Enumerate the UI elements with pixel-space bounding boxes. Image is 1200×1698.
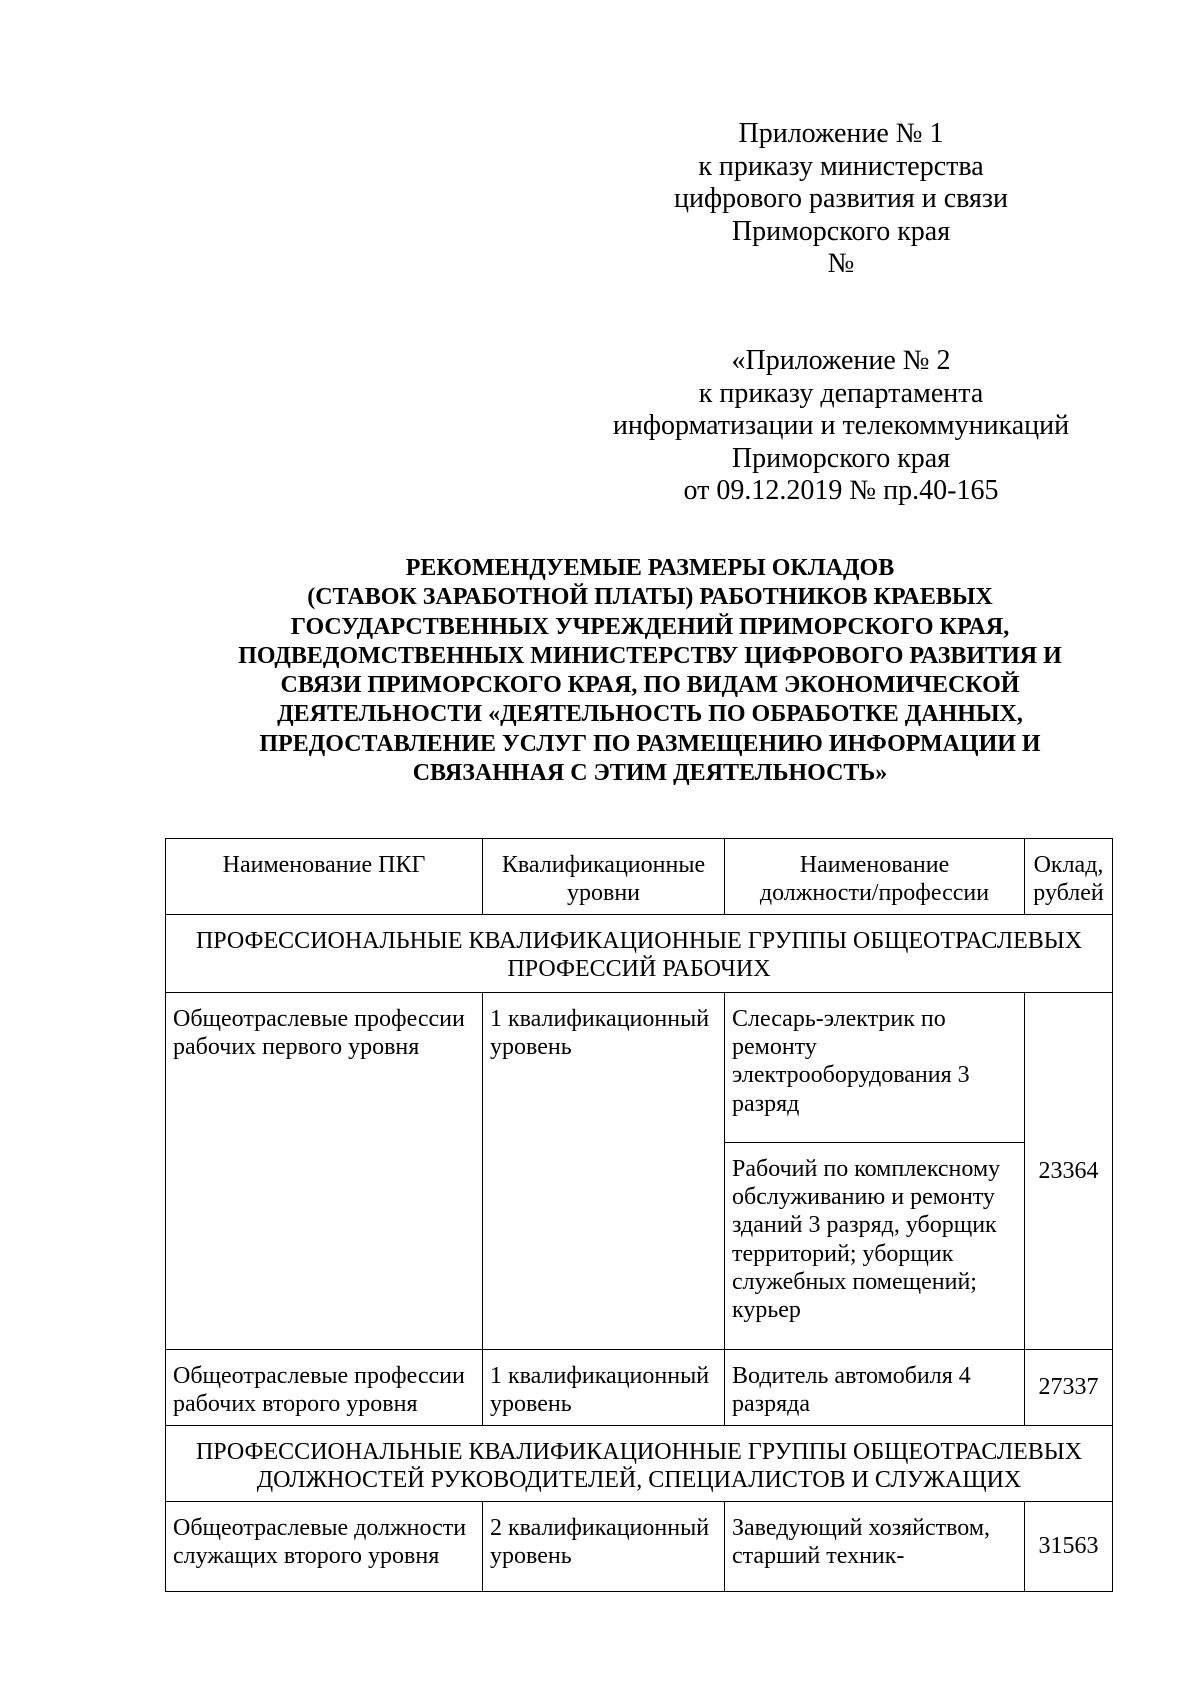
table-row bbox=[166, 1502, 1113, 1592]
position-cell: Заведующий хозяйством, старший техник- bbox=[725, 1502, 1025, 1592]
document-title: РЕКОМЕНДУЕМЫЕ РАЗМЕРЫ ОКЛАДОВ (СТАВОК ЗАРАБОТНОЙ ПЛАТЫ) РАБОТНИКОВ КРАЕВЫХ ГОСУДАРСТВЕННЫХ УЧРЕЖДЕНИЙ ПРИМОРСКОГО КРАЯ, ПОДВЕДОМСТВЕННЫХ МИНИСТЕРСТВУ ЦИФРОВОГО РАЗВИТИЯ И СВЯЗИ ПРИМОРСКОГО КРАЯ, ПО ВИДАМ ЭКОНОМИЧЕСКОЙ ДЕЯТЕЛЬНОСТИ «ДЕЯТЕЛЬНОСТЬ ПО ОБРАБОТКЕ ДАННЫХ, ПРЕДОСТАВЛЕНИЕ УСЛУГ ПО РАЗМЕЩЕНИЮ ИНФОРМАЦИИ И СВЯЗАННАЯ С ЭТИМ ДЕЯТЕЛЬНОСТЬ» bbox=[238, 555, 1062, 787]
table-row bbox=[166, 1350, 1113, 1426]
header-qualification-level: Квалификационные уровни bbox=[483, 839, 725, 915]
salary-cell: 27337 bbox=[1025, 1350, 1113, 1426]
header-position-name: Наименование должности/профессии bbox=[725, 839, 1025, 915]
pkg-cell: Общеотраслевые профессии рабочих первого уровня bbox=[166, 993, 483, 1350]
appendix-2-reference: «Приложение № 2 к приказу департамента информатизации и телекоммуникаций Приморского края от 09.12.2019 № пр.40-165 bbox=[612, 345, 1070, 507]
salary-cell: 31563 bbox=[1025, 1502, 1113, 1592]
level-cell: 1 квалификационный уровень bbox=[483, 1350, 725, 1426]
header-pkg-name: Наименование ПКГ bbox=[166, 839, 483, 915]
section-row bbox=[166, 915, 1113, 993]
pkg-cell: Общеотраслевые должности служащих второго уровня bbox=[166, 1502, 483, 1592]
position-cell: Водитель автомобиля 4 разряда bbox=[725, 1350, 1025, 1426]
section-row bbox=[166, 1426, 1113, 1502]
header-salary: Оклад, рублей bbox=[1025, 839, 1113, 915]
salary-cell: 23364 bbox=[1025, 993, 1113, 1350]
pkg-cell: Общеотраслевые профессии рабочих второго уровня bbox=[166, 1350, 483, 1426]
appendix-1-reference: Приложение № 1 к приказу министерства цифрового развития и связи Приморского края № bbox=[674, 118, 1008, 280]
level-cell: 1 квалификационный уровень bbox=[483, 993, 725, 1350]
section-title: ПРОФЕССИОНАЛЬНЫЕ КВАЛИФИКАЦИОННЫЕ ГРУППЫ ОБЩЕОТРАСЛЕВЫХ ДОЛЖНОСТЕЙ РУКОВОДИТЕЛЕЙ, СПЕЦИАЛИСТОВ И СЛУЖАЩИХ bbox=[166, 1426, 1113, 1502]
position-cell: Рабочий по комплексному обслуживанию и ремонту зданий 3 разряд, уборщик территорий; уборщик служебных помещений; курьер bbox=[725, 1143, 1025, 1350]
position-cell: Слесарь-электрик по ремонту электрооборудования 3 разряд bbox=[725, 993, 1025, 1143]
level-cell: 2 квалификационный уровень bbox=[483, 1502, 725, 1592]
table-header-row bbox=[166, 839, 1113, 915]
table-row bbox=[166, 993, 1113, 1143]
salary-table bbox=[165, 838, 1113, 1592]
section-title: ПРОФЕССИОНАЛЬНЫЕ КВАЛИФИКАЦИОННЫЕ ГРУППЫ ОБЩЕОТРАСЛЕВЫХ ПРОФЕССИЙ РАБОЧИХ bbox=[166, 915, 1113, 993]
